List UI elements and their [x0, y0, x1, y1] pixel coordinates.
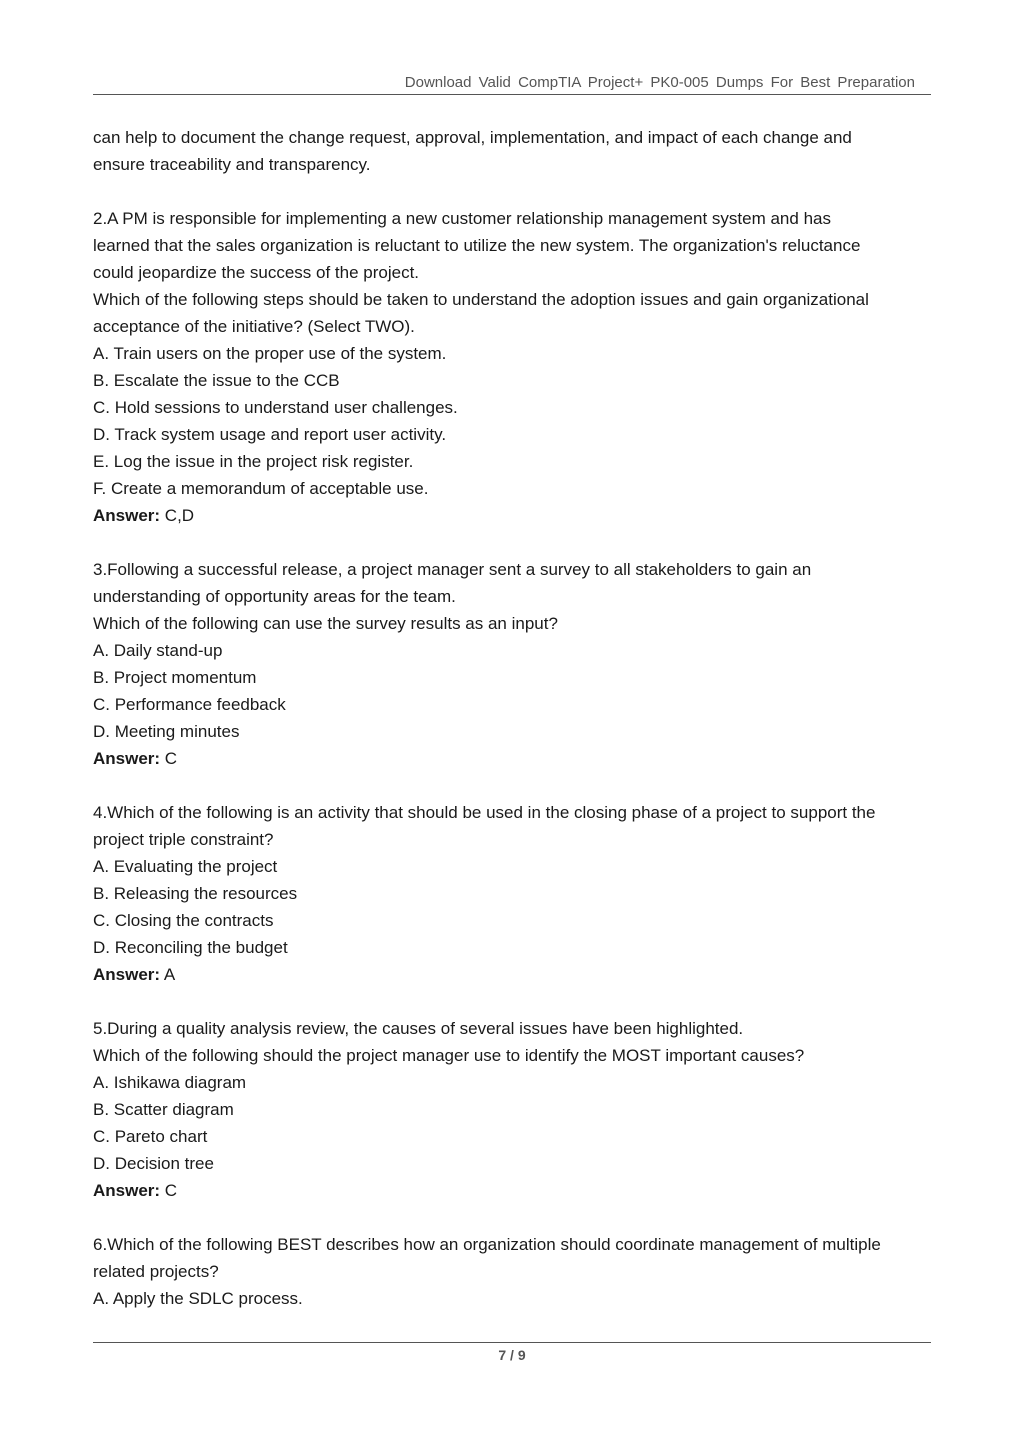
answer-option: D. Decision tree	[93, 1154, 214, 1173]
question-text: 3.Following a successful release, a project manager sent a survey to all stakeholders to gain an	[93, 560, 812, 579]
question-block-6	[93, 1231, 933, 1312]
answer-option: E. Log the issue in the project risk register.	[93, 452, 414, 471]
answer-label: Answer:	[93, 965, 161, 984]
question-text: 5.During a quality analysis review, the causes of several issues have been highlighted.	[93, 1019, 744, 1038]
answer-value: C,D	[160, 506, 195, 525]
answer-line	[93, 1177, 933, 1204]
answer-label: Answer:	[93, 749, 161, 768]
answer-value: A	[160, 965, 176, 984]
answer-option: C. Closing the contracts	[93, 911, 274, 930]
document-body	[93, 124, 933, 1312]
answer-option: A. Ishikawa diagram	[93, 1073, 247, 1092]
answer-option: C. Performance feedback	[93, 695, 286, 714]
question-block-4	[93, 799, 933, 988]
question-text: acceptance of the initiative? (Select TWO).	[93, 317, 415, 336]
answer-option: A. Evaluating the project	[93, 857, 278, 876]
page-header	[93, 72, 931, 95]
answer-option: B. Escalate the issue to the CCB	[93, 371, 340, 390]
intro-line: ensure traceability and transparency.	[93, 155, 371, 174]
answer-option: B. Scatter diagram	[93, 1100, 234, 1119]
answer-option: B. Releasing the resources	[93, 884, 298, 903]
answer-value: C	[160, 749, 178, 768]
answer-option: A. Train users on the proper use of the system.	[93, 344, 447, 363]
answer-label: Answer:	[93, 506, 161, 525]
answer-option: A. Daily stand-up	[93, 641, 223, 660]
question-text: related projects?	[93, 1262, 219, 1281]
answer-option: F. Create a memorandum of acceptable use.	[93, 479, 429, 498]
question-text: project triple constraint?	[93, 830, 274, 849]
question-text: Which of the following should the project manager use to identify the MOST important causes?	[93, 1046, 805, 1065]
question-block-5	[93, 1015, 933, 1204]
page-number: 7 / 9	[498, 1347, 526, 1363]
question-text: could jeopardize the success of the project.	[93, 263, 420, 282]
answer-option: C. Hold sessions to understand user challenges.	[93, 398, 458, 417]
answer-label: Answer:	[93, 1181, 161, 1200]
answer-option: D. Reconciling the budget	[93, 938, 288, 957]
answer-option: A. Apply the SDLC process.	[93, 1289, 303, 1308]
question-text: Which of the following can use the survey results as an input?	[93, 614, 558, 633]
question-text: Which of the following steps should be taken to understand the adoption issues and gain organizational	[93, 290, 869, 309]
header-title: Download Valid CompTIA Project+ PK0-005 Dumps For Best Preparation	[404, 74, 915, 91]
intro-line: can help to document the change request, approval, implementation, and impact of each change and	[93, 128, 852, 147]
answer-option: D. Meeting minutes	[93, 722, 240, 741]
answer-line	[93, 502, 933, 529]
answer-value: C	[160, 1181, 178, 1200]
answer-option: D. Track system usage and report user activity.	[93, 425, 447, 444]
question-text: 2.A PM is responsible for implementing a new customer relationship management system and has	[93, 209, 831, 228]
question-text: 6.Which of the following BEST describes how an organization should coordinate management of multiple	[93, 1235, 881, 1254]
question-block-2	[93, 205, 933, 529]
answer-line	[93, 745, 933, 772]
question-block-3	[93, 556, 933, 772]
question-text: 4.Which of the following is an activity that should be used in the closing phase of a project to support the	[93, 803, 876, 822]
answer-line	[93, 961, 933, 988]
question-text: learned that the sales organization is reluctant to utilize the new system. The organization's reluctance	[93, 236, 861, 255]
answer-option: B. Project momentum	[93, 668, 257, 687]
question-text: understanding of opportunity areas for the team.	[93, 587, 456, 606]
page-footer	[93, 1342, 931, 1363]
answer-option: C. Pareto chart	[93, 1127, 208, 1146]
